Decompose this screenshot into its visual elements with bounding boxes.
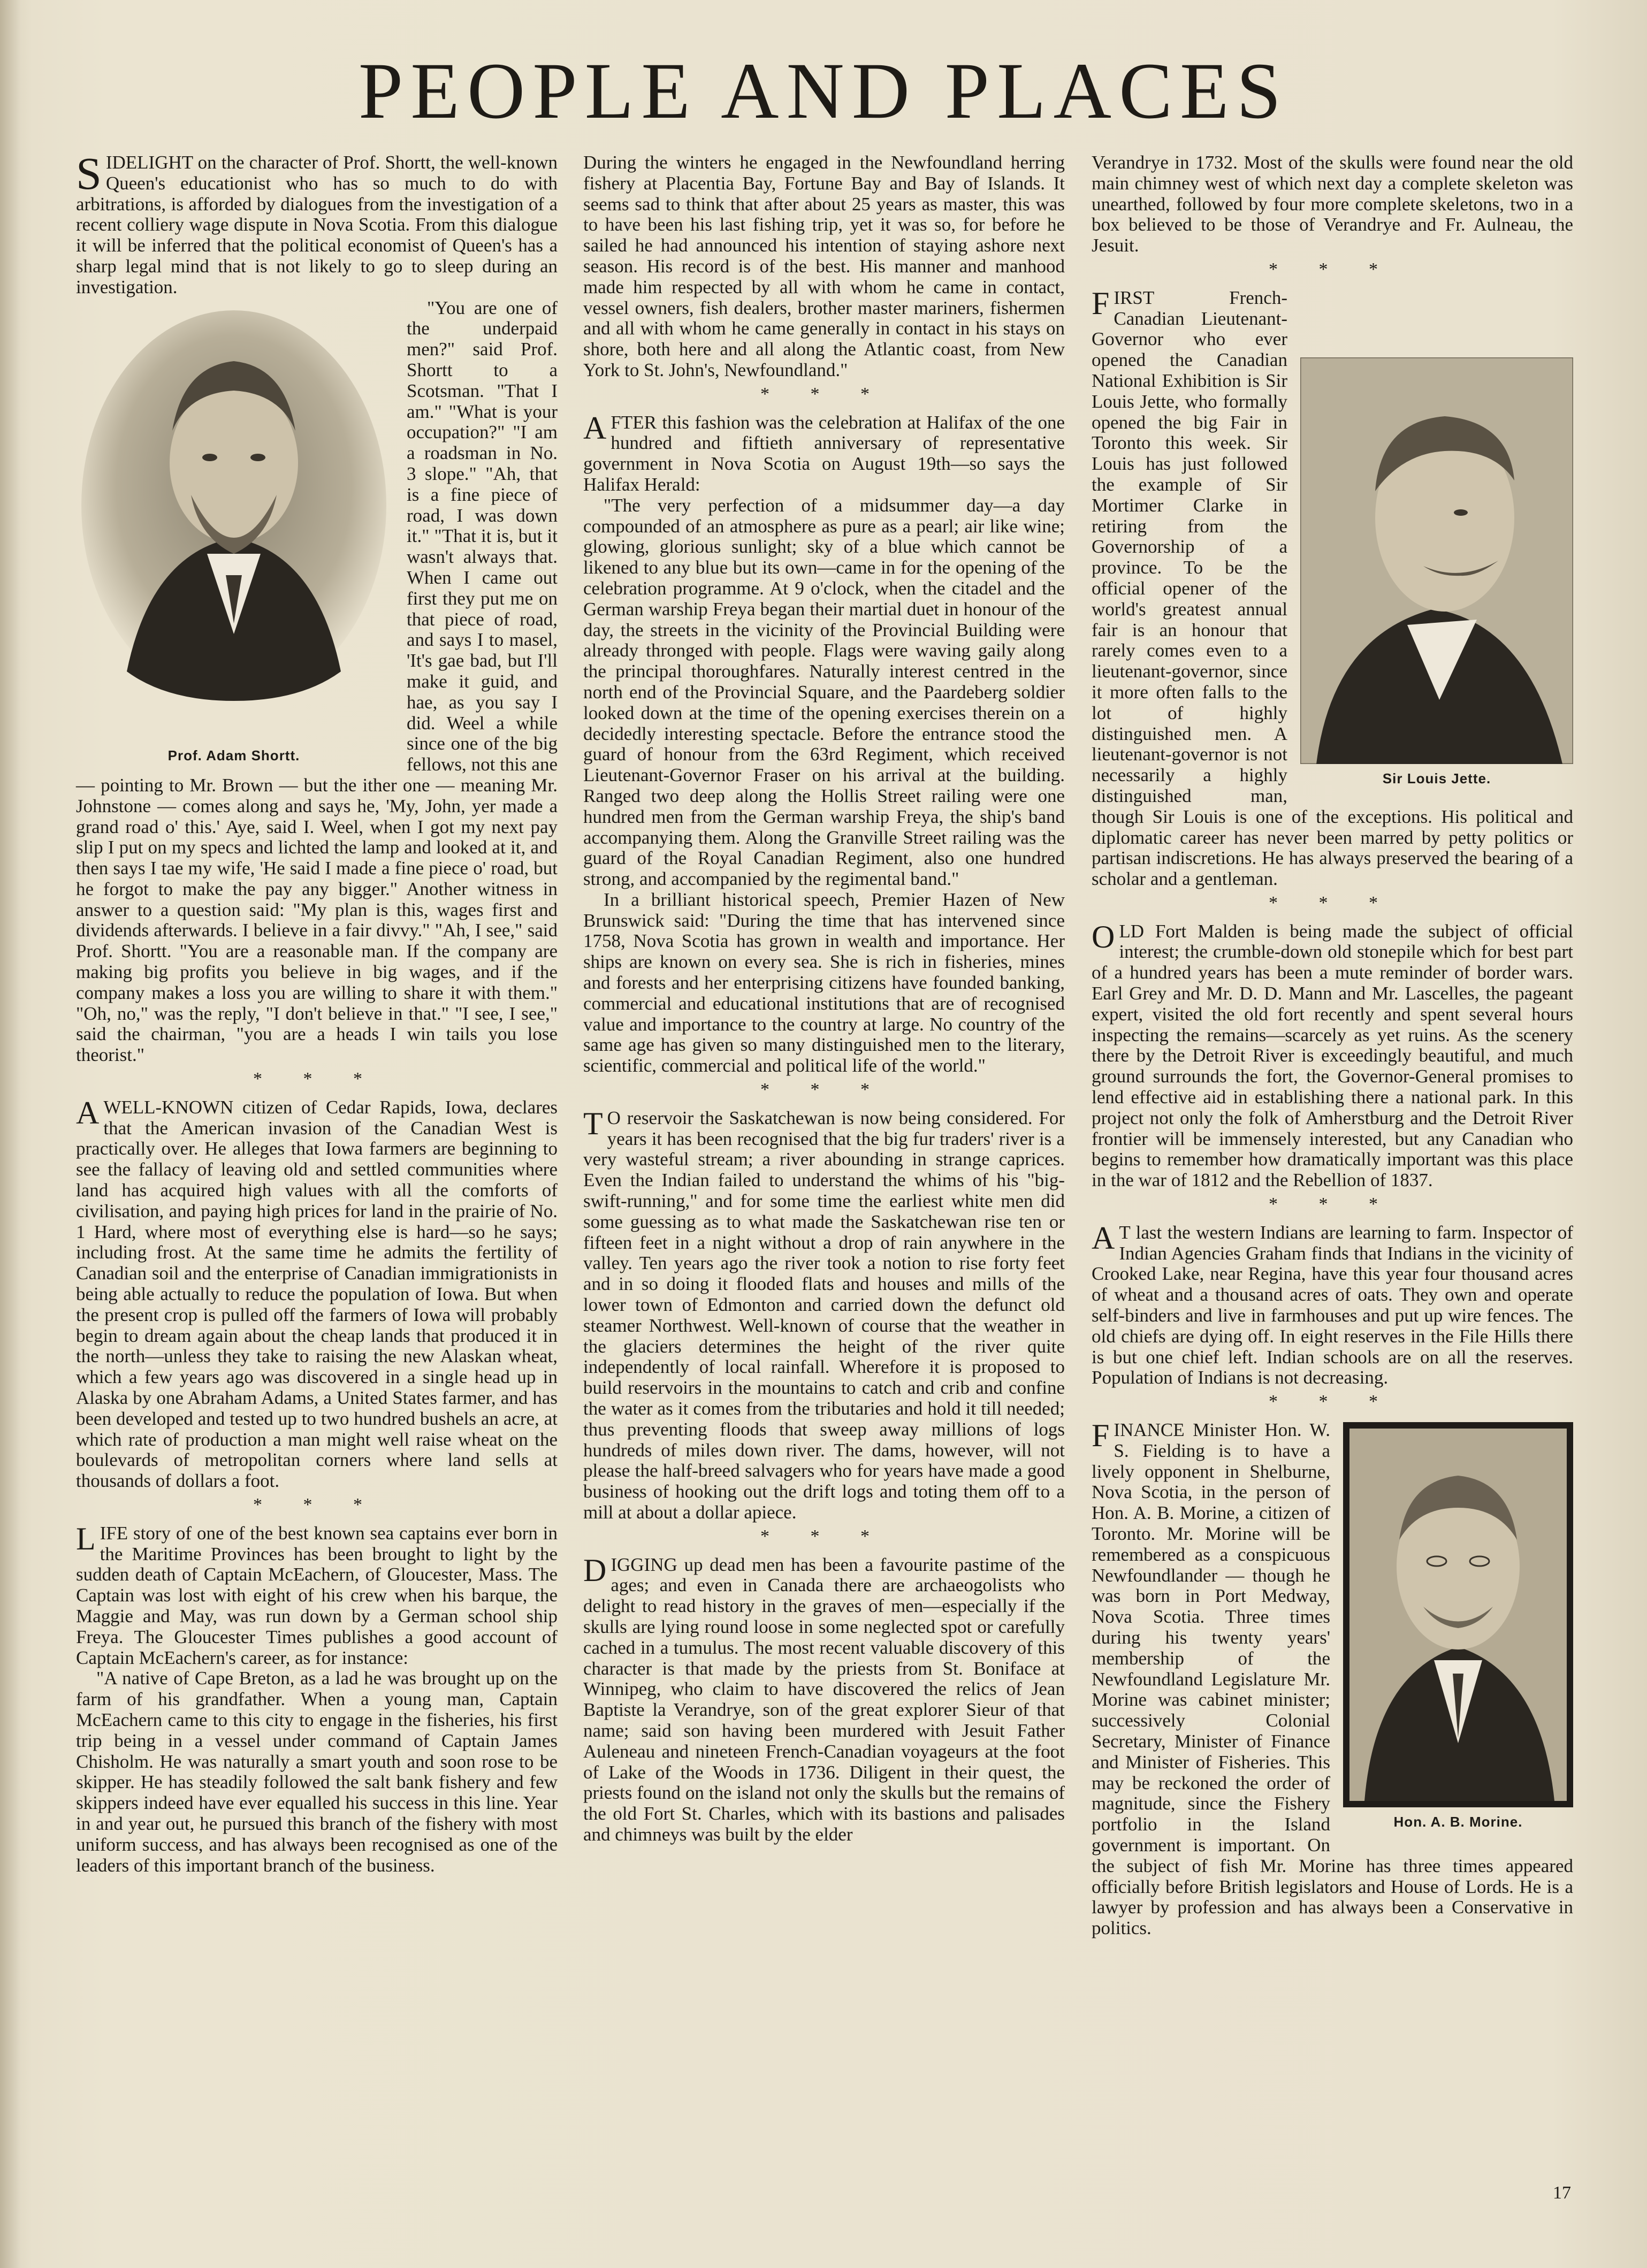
drop-cap: T [583,1105,603,1141]
article-indians [1092,1220,1573,1388]
article-halifax [583,410,1065,495]
section-separator: * * * [253,1495,380,1515]
caption-morine: Hon. A. B. Morine. [1393,1814,1523,1830]
paragraph-text: FTER this fashion was the celebration at Halifax of the one hundred and fiftieth anniversary of representative government in Nova Scotia on August 19th—so says the Halifax Herald: [583,411,1065,495]
article-shortt-intro [76,148,558,298]
drop-cap: A [1092,1220,1115,1256]
drop-cap: A [76,1095,100,1131]
caption-shortt: Prof. Adam Shortt. [167,747,300,763]
section-separator: * * * [1269,1194,1396,1215]
section-separator: * * * [1269,892,1396,913]
article-digging-cont: Verandrye in 1732. Most of the skulls were found near the old main chimney west of which next day a complete skeleton was unearthed, followed by four more complete skeletons, two in a box believed to be those of Verandrye and Fr. Aulneau, the Jesuit. [1092,152,1573,256]
caption-jette: Sir Louis Jette. [1382,770,1491,786]
portrait-morine [1343,1422,1573,1832]
section-separator: * * * [1269,1392,1396,1412]
drop-cap: O [1092,919,1115,954]
drop-cap: A [583,410,607,446]
section-separator: * * * [760,1526,888,1546]
section-separator: * * * [760,1080,888,1100]
column-1 [76,148,558,1876]
page-number: 17 [1553,2183,1571,2203]
section-separator: * * * [760,384,888,404]
paragraph-text: IDELIGHT on the character of Prof. Shortt, the well-known Queen's educationist who has so much to do with arbitrations, is afforded by dialogues from the investigation of a recent colliery wage dispute in Nova Scotia. From this dialogue it will be inferred that the political economist of Queen's has a sharp legal mind that is not likely to go to sleep during an investigation. [76,152,558,297]
section-separator: * * * [253,1069,380,1089]
drop-cap: D [583,1552,607,1588]
paragraph-text: IFE story of one of the best known sea captains ever born in the Maritime Provinces has been brought to light by the sudden death of Captain McEachern, of Gloucester, Mass. The Captain was lost with eight of his crew when his barque, the Maggie and May, was run down by a German school ship Freya. The Gloucester Times publishes a good account of Captain McEachern's career, as for instance: [76,1522,558,1668]
article-halifax-quote: "The very perfection of a midsummer day—a day compounded of an atmosphere as pure as a pearl; air like wine; glowing, glorious sunlight; sky of a blue which cannot be likened to any blue but its own—came in for the opening of the celebration programme. At 9 o'clock, when the citadel and the German warship Freya began their martial duet in honour of the day, the streets in the vicinity of the Provincial Building were already thronged with people. Flags were waving gaily along the principal thoroughfares. Naturally interest centred in the north end of the Provincial Square, and the Paardeberg soldier looked down at the time of the opening exercises therein on a decidedly interesting spectacle. Before the entrance stood the guard of honour from the 63rd Regiment, which received Lieutenant-Governor Fraser on his arrival at the building. Ranged two deep along the Hollis Street railing were one hundred men from the German warship Freya, the ship's band accompanying them. Along the Granville Street railing was the guard of the Royal Canadian Regiment, also one hundred strong, and accompanied by the regimental band." [583,494,1065,890]
portrait-jette [1300,357,1573,789]
column-2 [583,152,1065,1845]
jette-photo [1300,357,1573,764]
paragraph-text: LD Fort Malden is being made the subject of official interest; the crumble-down old stonepile which for best part of a hundred years has been a mute reminder of border wars. Earl Grey and Mr. D. D. Mann and Mr. Lascelles, the pageant expert, visited the old fort recently and spent several hours inspecting the remains—scarcely as yet ruins. As the scenery there by the Detroit River is exceedingly beautiful, and much ground surrounds the fort, the Governor-General promises to lend effective aid in establishing there a national park. In this project not only the folk of Amherstburg and the Detroit River frontier will be immensely interested, but any Canadian who begins to remember how dramatically important was this place in the war of 1812 and the Rebellion of 1837. [1092,920,1573,1191]
article-shortt-dialogue: "You are one of the underpaid men?" said Prof. Shortt to a Scotsman. "That I am." "What is your occupation?" "I am a roadsman in No. 3 slope." "Ah, that is a fine piece of road, I was down it." "That it is, but it wasn't always that. When I came out first they put me on that piece of road, and says I to masel, 'It's gae bad, but I'll make it guid, and hae, as you say I did. Weel a while since one of the big fellows, not this ane — pointing to Mr. Brown — but the ither one — meaning Mr. Johnstone — comes along and says he, 'My, John, yer made a grand road o' this.' Aye, said I. Weel, when I got my next pay slip I put on my specs and lichted the lamp and looked at it, and then says I tae my wife, 'He said I made a fine piece o' road, but he forgot to make the pay any bigger." Another witness in answer to a question said: "My plan is this, wages first and dividends afterwards. I believe in a fair divvy." "Ah, I see," said Prof. Shortt. "You are a reasonable man. If the company are making big profits you believe in big wages, and if the company makes a loss you are willing to share it with them." "Oh, no," was the reply, "I don't believe in that." "I see, I see," said the chairman, "you are a heads I win tails you lose theorist." [76,297,558,1066]
article-halifax-hazen: In a brilliant historical speech, Premier Hazen of New Brunswick said: "During the time that has intervened since 1758, Nova Scotia has grown in wealth and importance. Her ships are known on every sea. She is rich in fisheries, mines and forests and her enterprising citizens have founded banking, commercial and educational institutions that are of recognised value and importance to the country at large. No country of the same age has given so many distinguished men to the literary, scientific, commercial and political life of the world." [583,889,1065,1076]
drop-cap: F [1092,1418,1110,1454]
paragraph-text: T last the western Indians are learning to farm. Inspector of Indian Agencies Graham finds that Indians in the vicinity of Crooked Lake, near Regina, have this year four thousand acres of wheat and a thousand acres of oats. They own and operate self-binders and live in farmhouses and put up wire fences. The old chiefs are dying off. In eight reserves in the File Hills there is but one chief left. Indian schools are on all the reserves. Population of Indians is not decreasing. [1092,1221,1573,1388]
section-separator: * * * [1269,259,1396,279]
paragraph-text: IGGING up dead men has been a favourite pastime of the ages; and even in Canada there are archaeogolists who delight to read history in the graves of men—especially if the skulls are lying round loose in some neglected spot or carefully cached in a tumulus. The most recent valuable discovery of this character is that made by the priests from St. Boniface at Winnipeg, who claim to have discovered the relics of Jean Baptiste la Verandrye, son of the great explorer Sieur of that name; said son having been murdered with Jesuit Father Auleneau and nineteen French-Canadian voyageurs at the foot of Lake of the Woods in 1736. Diligent in their quest, the priests found on the island not only the skulls but the remains of the old Fort St. Charles, which with its bastions and palisades and chimneys was built by the elder [583,1554,1065,1845]
paragraph-text: INANCE Minister Hon. W. S. Fielding is to have a lively opponent in Shelburne, Nova Scotia, in the person of Hon. A. B. Morine, a citizen of Toronto. Mr. Morine will be remembered as a conspicuous Newfoundlander — though he was born in Port Medway, Nova Scotia. Three times during his twenty years' membership of the Newfoundland Legislature Mr. Morine was cabinet minister; successively Colonial Secretary, Minister of Finance and Minister of Fisheries. This may be reckoned the order of magnitude, since the Fishery portfolio in the Island government is important. On the subject of fish Mr. Morine has three times appeared officially before British legislators and House of Lords. He is a lawyer by profession and has always been a Conservative in politics. [1092,1419,1573,1939]
drop-cap: S [76,148,102,199]
page-title: PEOPLE AND PLACES [358,47,1289,135]
column-3 [1092,152,1573,1939]
drop-cap: F [1092,285,1110,321]
article-saskatchewan [583,1105,1065,1523]
article-mceachern-quote: "A native of Cape Breton, as a lad he was brought up on the farm of his grandfather. When a young man, Captain McEachern came to this city to engage in the fisheries, his first trip being in a vessel under command of Captain James Chisholm. He was naturally a smart youth and soon rose to be skipper. He has steadily followed the salt bank fishery and few skippers indeed have ever equalled his success in this line. Year in and year out, he pursued this branch of the fishery with most uniform success, and has always been recognised as one of the leaders of this important branch of the business. [76,1668,558,1876]
article-iowa [76,1097,558,1492]
shortt-photo [76,302,392,741]
drop-cap: L [76,1521,96,1556]
morine-photo [1343,1422,1573,1807]
article-mceachern-cont: During the winters he engaged in the Newfoundland herring fishery at Placentia Bay, Fortune Bay and Bay of Islands. It seems sad to think that after about 25 years as master, this was to have been his last fishing trip, yet it was so, for before he sailed he had announced his intention of staying ashore next season. His record is of the best. His manner and manhood made him respected by all with whom he came in contact, vessel owners, fish dealers, brother master mariners, fishermen and all with whom he came generally in contact in his stays on shore, both here and all along the Atlantic coast, from New York to St. John's, Newfoundland." [583,152,1065,380]
paragraph-text: O reservoir the Saskatchewan is now being considered. For years it has been recognised that the big fur traders' river is a very wasteful stream; a river abounding in strange caprices. Even the Indian failed to understand the whims of his "big-swift-running," and for some time the earliest white men did some guessing as to what made the Saskatchewan rise ten or fifteen feet in a night without a drop of rain anywhere in the valley. Ten years ago the river took a notion to rise forty feet and in so doing it flooded flats and houses and mills of the lower town of Edmonton and carried down the defunct old steamer Northwest. Well-known of course that the weather in the glaciers determines the height of the river quite independently of local rainfall. Wherefore it is proposed to build reservoirs in the mountains to catch and crib and confine the water as it comes from the tributaries and hold it till needed; thus preventing floods that sweep away millions of logs hundreds of miles down river. The dams, however, will not please the half-breed salvagers who for years have made a good business of hooking out the drift logs and toting them off to a mill at about a dollar apiece. [583,1107,1065,1523]
portrait-shortt [76,302,392,766]
paragraph-text: WELL-KNOWN citizen of Cedar Rapids, Iowa, declares that the American invasion of the Canadian West is practically over. He alleges that Iowa farmers are beginning to see the fallacy of leaving old and settled communities where land has acquired high values with all the comforts of civilisation, and paying high prices for land in the prairie of No. 1 Hard, where most of everything else is hard—so he says; including frost. At the same time he admits the fertility of Canadian soil and the enterprise of Canadian immigrationists in being able actually to reduce the population of Iowa. But when the present crop is pulled off the farmers of Iowa will probably begin to dream again about the cheap lands that produced it in the north—unless they take to raising the new Alaskan wheat, which a few years ago was discovered in a single head up in Alaska by one Abraham Adams, a United States farmer, and has been developed and tested up to two hundred bushels an acre, at which rate of production a man might well raise wheat on the boulevards of metropolitan corners where land sells at thousands of dollars a foot. [76,1096,558,1492]
binding-shadow [0,0,21,2268]
paragraph-text: IRST French-Canadian Lieutenant-Governor who ever opened the Canadian National Exhibition is Sir Louis Jette, who formally opened the big Fair in Toronto this week. Sir Louis has just followed the example of Sir Mortimer Clarke in retiring from the Governorship of a province. To be the official opener of the world's greatest annual fair is an honour that rarely comes even to a lieutenant-governor, since it more often falls to the lot of highly distinguished men. A lieutenant-governor is not necessarily a highly distinguished man, though Sir Louis is one of the exceptions. His political and diplomatic career has never been marred by petty politics or partisan indiscretions. He has always preserved the bearing of a scholar and a gentleman. [1092,287,1573,890]
article-mceachern [76,1523,558,1669]
article-fort-malden [1092,921,1573,1191]
article-digging [583,1552,1065,1845]
